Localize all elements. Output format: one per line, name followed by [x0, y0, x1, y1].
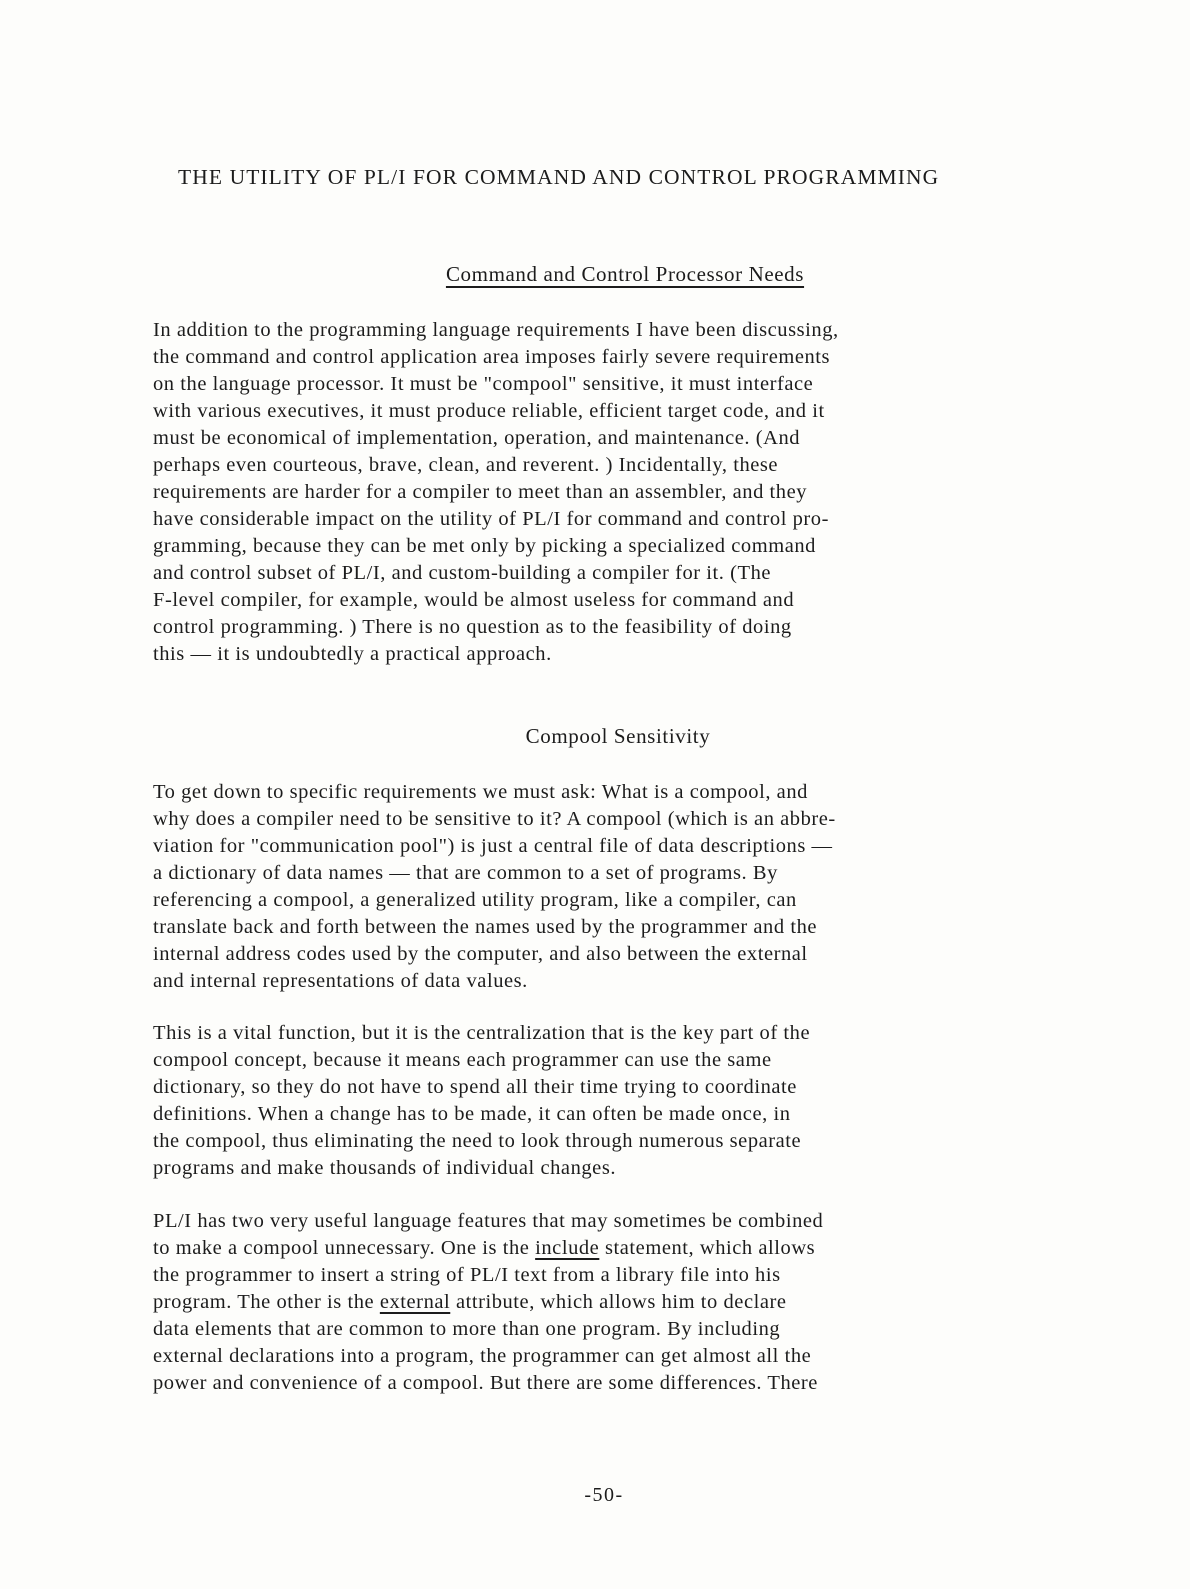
text-segment: attribute, which allows him to declare: [450, 1291, 787, 1313]
text-line: control programming. ) There is no question as to the feasibility of doing: [153, 616, 792, 638]
text-line: must be economical of implementation, operation, and maintenance. (And: [153, 427, 801, 449]
section-heading-processor-needs: [30, 262, 1190, 287]
paragraph-compool-definition: [153, 779, 1113, 995]
text-line: F-level compiler, for example, would be almost useless for command and: [153, 589, 795, 611]
text-line: In addition to the programming language requirements I have been discussing,: [153, 319, 839, 341]
text-line: power and convenience of a compool. But there are some differences. There: [153, 1372, 818, 1394]
text-line: dictionary, so they do not have to spend all their time trying to coordinate: [153, 1076, 797, 1098]
paragraph-pli-features: [153, 1208, 1113, 1397]
text-line: [153, 1289, 1113, 1316]
text-line: and control subset of PL/I, and custom-building a compiler for it. (The: [153, 562, 772, 584]
text-line: this — it is undoubtedly a practical approach.: [153, 643, 552, 665]
paragraph-processor-needs: [153, 317, 1113, 668]
text-line: on the language processor. It must be "compool" sensitive, it must interface: [153, 373, 814, 395]
keyword-include: include: [535, 1237, 600, 1259]
text-line: viation for "communication pool") is just a central file of data descriptions —: [153, 835, 833, 857]
text-line: definitions. When a change has to be made, it can often be made once, in: [153, 1103, 791, 1125]
text-line: perhaps even courteous, brave, clean, and reverent. ) Incidentally, these: [153, 454, 779, 476]
text-line: compool concept, because it means each programmer can use the same: [153, 1049, 772, 1071]
document-title: THE UTILITY OF PL/I FOR COMMAND AND CONTROL PROGRAMMING: [178, 165, 940, 189]
text-line: referencing a compool, a generalized utility program, like a compiler, can: [153, 889, 797, 911]
section-heading-compool-sensitivity: Compool Sensitivity: [525, 724, 711, 748]
text-line: data elements that are common to more than one program. By including: [153, 1318, 781, 1340]
text-line: To get down to specific requirements we must ask: What is a compool, and: [153, 781, 808, 803]
text-line: requirements are harder for a compiler to meet than an assembler, and they: [153, 481, 808, 503]
text-segment: statement, which allows: [599, 1237, 816, 1259]
text-line: internal address codes used by the computer, and also between the external: [153, 943, 808, 965]
text-line: the command and control application area imposes fairly severe requirements: [153, 346, 831, 368]
text-line: with various executives, it must produce reliable, efficient target code, and it: [153, 400, 825, 422]
text-line: gramming, because they can be met only by picking a specialized command: [153, 535, 816, 557]
text-line: [153, 1235, 1113, 1262]
text-line: the programmer to insert a string of PL/I text from a library file into his: [153, 1264, 781, 1286]
keyword-external: external: [379, 1291, 451, 1313]
text-line: translate back and forth between the names used by the programmer and the: [153, 916, 818, 938]
text-line: external declarations into a program, the programmer can get almost all the: [153, 1345, 812, 1367]
section-heading-text: Command and Control Processor Needs: [445, 262, 805, 286]
text-line: a dictionary of data names — that are common to a set of programs. By: [153, 862, 778, 884]
text-line: PL/I has two very useful language features that may sometimes be combined: [153, 1210, 824, 1232]
text-line: the compool, thus eliminating the need to look through numerous separate: [153, 1130, 802, 1152]
text-segment: program. The other is the: [153, 1291, 380, 1313]
text-line: and internal representations of data values.: [153, 970, 528, 992]
paragraph-centralization: [153, 1020, 1113, 1182]
text-line: programs and make thousands of individual changes.: [153, 1157, 617, 1179]
text-line: This is a vital function, but it is the centralization that is the key part of the: [153, 1022, 811, 1044]
text-segment: to make a compool unnecessary. One is the: [153, 1237, 536, 1259]
text-line: why does a compiler need to be sensitive to it? A compool (which is an abbre-: [153, 808, 836, 830]
text-line: have considerable impact on the utility of PL/I for command and control pro-: [153, 508, 829, 530]
page-number: -50-: [584, 1484, 624, 1506]
